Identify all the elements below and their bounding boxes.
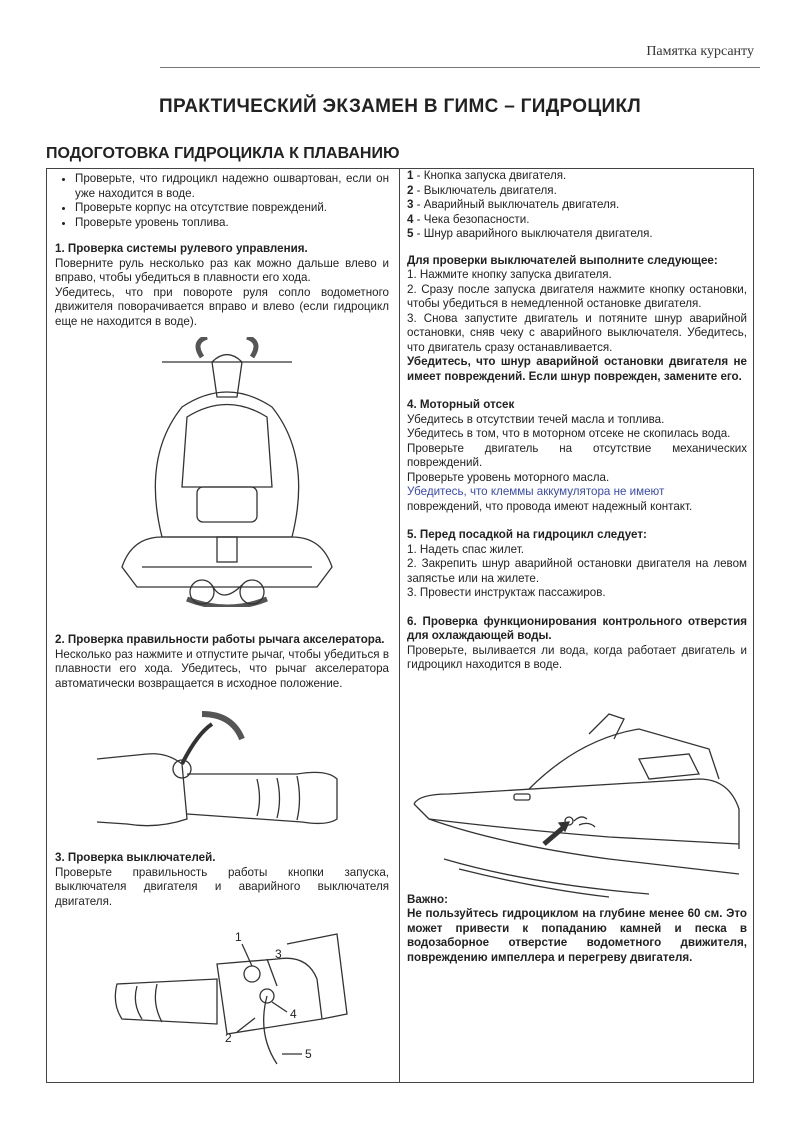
header-label: Памятка курсанту xyxy=(646,44,754,59)
legend-item xyxy=(407,227,747,242)
s5-step: 2. Закрепить шнур аварийной остановки двигателя на левом запястье или на жилете. xyxy=(407,557,747,585)
figure-label: 5 xyxy=(305,1047,312,1061)
legend-text: - Выключатель двигателя. xyxy=(413,183,557,197)
throttle-lever-illustration xyxy=(87,704,367,844)
legend-text: - Шнур аварийного выключателя двигателя. xyxy=(413,227,653,240)
legend-item xyxy=(407,213,747,228)
switch-check-step: 2. Сразу после запуска двигателя нажмите кнопку остановки, чтобы убедиться в немедленной остановке двигателя. xyxy=(407,282,747,310)
switch-legend xyxy=(407,169,747,242)
s4-paragraph: повреждений, что провода имеют надежный контакт. xyxy=(407,499,693,513)
section-title: ПОДОГОТОВКА ГИДРОЦИКЛА К ПЛАВАНИЮ xyxy=(46,145,400,162)
legend-num: 2 xyxy=(407,183,414,197)
figure-label: 1 xyxy=(235,930,242,944)
legend-num: 3 xyxy=(407,198,414,211)
s1-paragraph: Поверните руль несколько раз как можно дальше влево и вправо, чтобы убедиться в плавности его хода. xyxy=(55,256,389,284)
s5-step: 3. Провести инструктаж пассажиров. xyxy=(407,586,606,599)
s4-paragraph: Проверьте двигатель на отсутствие механических повреждений. xyxy=(407,441,747,469)
jetski-side-illustration xyxy=(409,709,749,899)
s3-paragraph: Проверьте правильность работы кнопки запуска, выключателя двигателя и аварийного выключателя двигателя. xyxy=(55,865,389,908)
legend-num: 4 xyxy=(407,212,414,226)
legend-item xyxy=(407,198,747,213)
legend-num: 5 xyxy=(407,227,414,240)
switch-check-step: 3. Снова запустите двигатель и потяните шнур аварийной остановки, сняв чеку с аварийного выключателя. Убедитесь, что двигатель сразу останавливается. xyxy=(407,311,747,354)
figure-label: 3 xyxy=(275,947,282,961)
s6-paragraph: Проверьте, выливается ли вода, когда работает двигатель и гидроцикл находится в воде. xyxy=(407,643,747,671)
legend-text: - Чека безопасности. xyxy=(413,212,530,226)
legend-text: - Кнопка запуска двигателя. xyxy=(413,169,567,182)
s4-paragraph: Убедитесь в том, что в моторном отсеке не скопилась вода. xyxy=(407,427,731,440)
s3-title: 3. Проверка выключателей. xyxy=(55,851,216,864)
column-divider xyxy=(399,169,400,1082)
important-text: Не пользуйтесь гидроциклом на глубине менее 60 см. Это может привести к попаданию камней и песка в водозаборное отверстие водометного движителя, повреждению импеллера и перегреву двигателя. xyxy=(407,907,747,964)
s4-paragraph: Убедитесь в отсутствии течей масла и топлива. xyxy=(407,412,665,426)
header-rule xyxy=(160,67,760,68)
list-item: • Проверьте, что гидроцикл надежно ошвартован, если он уже находится в воде. xyxy=(75,172,389,201)
switch-check-note: Убедитесь, что шнур аварийной остановки двигателя не имеет повреждений. Если шнур поврежден, замените его. xyxy=(407,355,747,383)
figure-label: 2 xyxy=(225,1031,232,1045)
s1-paragraph: Убедитесь, что при повороте руля сопло водометного движителя поворачивается вправо и влево (если гидроцикл еще не находится в воде). xyxy=(55,285,389,328)
list-item: • Проверьте корпус на отсутствие повреждений. xyxy=(75,201,389,216)
list-item: • Проверьте уровень топлива. xyxy=(75,216,389,231)
legend-text: - Аварийный выключатель двигателя. xyxy=(413,198,620,211)
s5-title: 5. Перед посадкой на гидроцикл следует: xyxy=(407,528,647,541)
legend-item xyxy=(407,169,747,184)
switch-check-step: 1. Нажмите кнопку запуска двигателя. xyxy=(407,268,612,281)
s5-step: 1. Надеть спас жилет. xyxy=(407,542,524,556)
figure-label: 4 xyxy=(290,1007,297,1021)
s1-title: 1. Проверка системы рулевого управления. xyxy=(55,242,308,255)
s2-title: 2. Проверка правильности работы рычага акселератора. xyxy=(55,633,385,646)
s4-paragraph: Проверьте уровень моторного масла. xyxy=(407,470,610,484)
important-title: Важно: xyxy=(407,892,448,906)
s4-paragraph: Убедитесь, что клеммы аккумулятора не имеют xyxy=(407,485,665,498)
intro-list xyxy=(55,172,389,230)
legend-item xyxy=(407,184,747,199)
switch-check-title: Для проверки выключателей выполните следующее: xyxy=(407,253,718,267)
s6-title: 6. Проверка функционирования контрольного отверстия для охлаждающей воды. xyxy=(407,614,747,642)
content-table xyxy=(46,168,754,1083)
page-title: ПРАКТИЧЕСКИЙ ЭКЗАМЕН В ГИМС – ГИДРОЦИКЛ xyxy=(158,96,641,117)
s2-paragraph: Несколько раз нажмите и отпустите рычаг, чтобы убедиться в плавности его хода. Убедитесь, что рычаг акселератора автоматически возвращается в исходное положение. xyxy=(55,647,389,690)
s4-title: 4. Моторный отсек xyxy=(407,398,515,411)
legend-num: 1 xyxy=(407,169,414,182)
switches-illustration xyxy=(107,924,357,1074)
jetski-rear-illustration xyxy=(102,337,352,607)
